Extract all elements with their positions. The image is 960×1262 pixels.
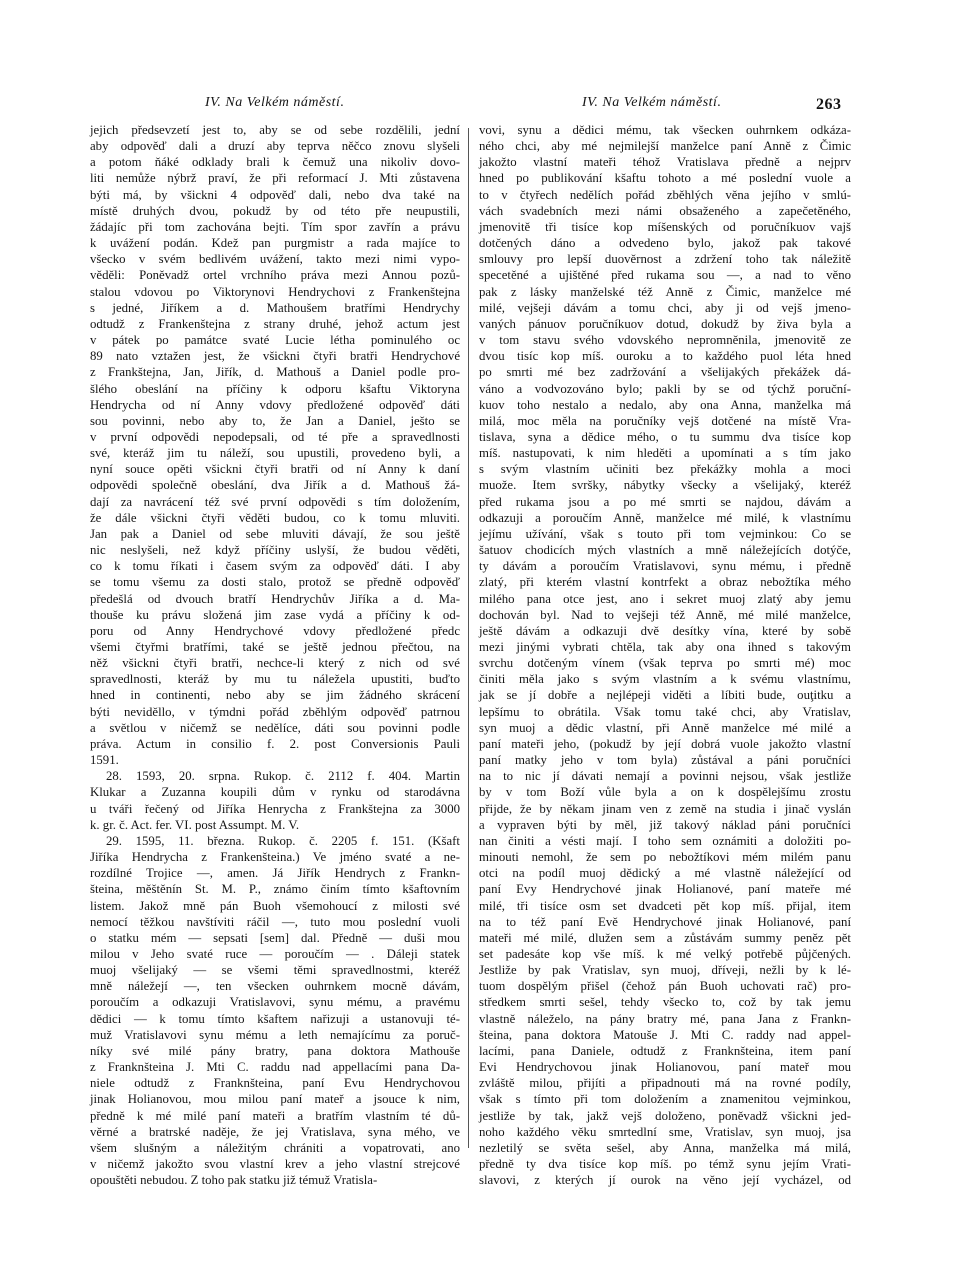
text-line: stalou vdovou po Viktorynovi Hendrychovi z Frankenštejna	[90, 284, 460, 299]
text-line: dvou tisíc kop míš. ouroku a to každého puol léta hned	[479, 349, 851, 364]
text-line: nic neslyšeli, než když příčiny uslyší, že budou věděti,	[90, 543, 460, 558]
text-line: vlastně náleželo, na pány bratry mé, pana Jana z Frankn-	[479, 1011, 851, 1026]
text-line: slavovi, z kterých jí ourok na věno její vycházel, od	[479, 1173, 851, 1188]
text-line: Klukar a Zuzanna koupili dům v rynku od starodávna	[90, 785, 460, 800]
text-line: milé, vejšeji dávám a tomu chci, aby ji od vejš jmeno-	[479, 300, 851, 315]
text-line: středkem smrti sešel, tehdy všecko to, což by tak jemu	[479, 995, 851, 1010]
text-line: jejímu užívání, však s touto při tom vejminkou: Co se	[479, 526, 851, 541]
text-line: vaných pánuov poručníkuov dotud, dokudž by živa byla a	[479, 316, 851, 331]
text-line: paní mateři jeho, (pokudž by její dobrá vuole jakožto vlastní	[479, 736, 851, 751]
text-line: muoj všelijaký — se všemi těmi spravedlnostmi, kteréž	[90, 963, 460, 978]
text-line: tuom dospělým přišel (čehož pán Buoh uchovati rač) pro-	[479, 979, 851, 994]
text-line: předešlá od dvouch bratří Hendrychův Jiříka a d. Ma-	[90, 591, 460, 606]
text-line: milou v Jeho svaté ruce — poroučím — . Dáleji statek	[90, 946, 460, 961]
text-line: listem. Jakož mně pán Buoh všemohoucí z milosti své	[90, 898, 460, 913]
text-line: před rukama jsou a po mé smrti se najdou, dávám a	[479, 494, 851, 509]
text-line: opouštěti nebudou. Z toho pak statku již témuž Vratisla-	[90, 1173, 378, 1188]
text-line: niele odtudž z Franknšteina, paní Evu Hendrychovou	[90, 1076, 460, 1091]
text-line: jestliže by tak, jakž vejš doloženo, poněvadž všickni jed-	[479, 1108, 851, 1123]
text-line: ještě dávám a odkazuji dvě desítky vína, které by sobě	[479, 623, 851, 638]
text-line: ty dávám a poroučím Vratislavovi, synu mému, i předně	[479, 559, 851, 574]
text-line: nemocí těžkou navštíviti ráčil —, tuto mou poslední vuoli	[90, 914, 460, 929]
text-line: všemi čtyřmi bratřími, také se ještě jednou přečtou, na	[90, 640, 460, 654]
text-line: z Frankštejna, Jan, Jiřík, d. Mathouš a Daniel podle pro-	[90, 365, 460, 380]
text-line: nyní souce opěti všickni čtyři bratři od ní Anny k daní	[90, 462, 460, 477]
text-line: noho každého věku smrtedlní sme, Vratislav, syn muoj, jsa	[479, 1124, 851, 1139]
text-line: 29. 1595, 11. března. Rukop. č. 2205 f. 151. (Kšaft	[106, 833, 460, 848]
page-number: 263	[816, 96, 842, 113]
text-line: váno a vodvozováno bylo; pakli by se od týchž poruční-	[479, 381, 851, 396]
text-line: paní Evy Hendrychové jinak Holianové, paní mateře mé	[479, 882, 851, 897]
text-line: jak se jí dobře a nejlépeji viděti a líbiti bude, ouţitku a	[479, 688, 851, 703]
text-line: věděli: Poněvadž ortel vrchního práva mezi Annou pozů-	[90, 268, 460, 283]
text-line: své, kteráž jim tu náleží, sou upustili, provedeno byli, a	[90, 446, 460, 461]
text-line: na to též paní Evě Hendrychové jinak Holianové, paní	[479, 914, 851, 929]
text-line: lepšímu to obrátila. Však tomu také chci, aby Vratislav,	[479, 704, 851, 719]
text-line: všecko v svém bedlivém uvážení, takto mezi nimi vypo-	[90, 252, 460, 267]
text-line: na to nic jí dávati nemají a povinni nejsou, však jestliže	[479, 769, 851, 784]
text-line: pak z lásky manželské též Anně z Čimic, manželce mé	[479, 284, 851, 299]
text-line: rozdílné Trojice —, amen. Já Jiřík Hendrych z Frankn-	[90, 866, 460, 881]
text-line: 1591.	[90, 753, 119, 768]
text-line: jejich předsevzetí jest to, aby se od sebe rozdělili, jední	[90, 123, 460, 137]
text-line: a potom ňáké odklady brali k čemuž una nikoliv dovo-	[90, 155, 460, 170]
text-line: věrné a bratrské naděje, že jej Vratislava, syna mého, ve	[90, 1124, 460, 1139]
text-line: přijde, že by někam jinam ven z země na studia i jinač vyslán	[479, 801, 851, 816]
text-line: býti neviděllo, v týmdni pořád zběhlým odpověď patrnou	[90, 704, 460, 719]
text-line: muž Vratislavovi synu mému a leth nemajícímu za poruč-	[90, 1027, 460, 1042]
text-line: muože. Item svršky, nábytky všecky a všelijaký, kteréž	[479, 478, 851, 493]
text-line: milého pana otce jest, ano i sekret muoj zlatý aby jemu	[479, 591, 851, 606]
text-line: Jestliže by pak Vratislav, syn muoj, dříveji, nežli by k lé-	[479, 963, 851, 978]
text-line: zvláště milou, přijíti a připadnouti má na rovné podíly,	[479, 1076, 851, 1091]
text-line: aby odpověď dali a druzí aby teprva něčco znovu slyšeli	[90, 139, 460, 154]
text-line: k uvážení podán. Kdež pan purgmistr a rada majíce to	[90, 236, 460, 251]
text-line: lacími, pana Daniele, odtudž z Franknšteina, item paní	[479, 1043, 851, 1058]
text-line: mateři mé milé, dlužen sem a zůstávám summy peněz pět	[479, 930, 851, 945]
text-line: Jan pak a Daniel od sebe mluviti dávají, že sou ještě	[90, 526, 460, 541]
text-line: hned po publikování kšaftu tohoto a mé poslední vuole a	[479, 171, 851, 186]
text-line: předně k mé milé paní mateři a bratřím vlastním té dů-	[90, 1108, 460, 1123]
text-line: jakožto vlastní mateři téhož Vratislava předně a nejprv	[479, 155, 851, 170]
text-line: 89 nato vztažen jest, že všickni čtyři bratři Hendrychové	[90, 349, 460, 364]
text-line: odkazuji a poroučím Anně, manželce mé milé, k vlastnímu	[479, 510, 851, 525]
text-line: všem slušným a náležitým chrániti a vopatrovati, ano	[90, 1140, 460, 1155]
text-line: dají za navrácení též své první odpovědi s tím doložením,	[90, 494, 460, 509]
text-line: Evi Hendrychovou jinak Holianovou, paní mateř mou	[479, 1060, 851, 1075]
text-line: set padesáte kop vše míš. k mé velký potřebě půjčených.	[479, 946, 851, 961]
text-line: činiti měla jako s svým vlastním a k svému vlastnímu,	[479, 672, 851, 687]
text-line: hned in continenti, nebo aby se jim žádného skrácení	[90, 688, 460, 703]
text-line: Jiříka Hendrycha z Frankenšteina.) Ve jméno svaté a ne-	[90, 850, 460, 865]
text-line: minouti nemohl, že sem po nebožtíkovi mém milém panu	[479, 850, 851, 865]
text-line: co k tomu říkati i časem svým za odpověď dáti. I aby	[90, 559, 460, 574]
text-line: milá, moc měla na poručníky vejš dotčené na místě Vra-	[479, 413, 851, 428]
running-title-right: IV. Na Velkém náměstí.	[582, 95, 722, 110]
text-line: s svým vlastním učiniti bez překážky mohla a moci	[479, 462, 851, 477]
text-line: mezi jinými vybrati chtěla, tak aby ona ihned s takovým	[479, 640, 851, 654]
text-line: jinak Holianovou, mou milou paní mateř a jsouce k nim,	[90, 1092, 460, 1107]
text-line: to v čtyřech nedělích pořád zběhlých věna jejího v smlú-	[479, 187, 851, 202]
text-line: milé, tři tisíce osm set dvadceti pět kop míš. přijal, item	[479, 898, 851, 913]
text-line: s jedné, Jiříkem a d. Mathoušem bratřími Hendrychy	[90, 300, 460, 315]
text-line: tislava, syna a dědice mého, o tu summu dva tisíce kop	[479, 429, 851, 444]
text-line: by v tom Boží vůle byla a on k dospělejšímu zrostu	[479, 785, 851, 800]
text-line: se tomu všemu za dosti stalo, protož se předně odpověď	[90, 575, 460, 590]
text-column-right	[479, 122, 851, 1188]
text-line: po smrti mé bez zadržování a všelijakých překážek dá-	[479, 365, 851, 380]
text-line: smlouvy pro lepší duověrnost a zdržení toho tak náležitě	[479, 252, 851, 267]
text-line: dochován byl. Nad to vejšeji též Anně, mé milé manželce,	[479, 607, 851, 622]
text-line: odpovědi společně obeslání, dva Jiřík a d. Mathouš žá-	[90, 478, 460, 493]
text-line: v první odpovědi nepodepsali, od té pře a spravedlnosti	[90, 429, 460, 444]
text-line: místě druhých dvou, pokudž by od této pře neupustili,	[90, 203, 460, 218]
text-line: syn muoj a dědic vlastní, při Anně manželce mé milé a	[479, 720, 851, 735]
text-line: Hendrycha od ní Anny vdovy předložené odpověď dáti	[90, 397, 460, 412]
text-line: mně náležejí —, ten všecken ouhrnkem mocně dávám,	[90, 979, 460, 994]
text-line: ného chci, aby mé nejmilejší manželce paní Anně z Čimic	[479, 139, 851, 154]
text-line: poru od Anny Hendrychové vdovy předložené předc	[90, 623, 460, 638]
text-line: šteina, pana doktora Matouše J. Mti C. raddy nad appel-	[479, 1027, 851, 1042]
text-line: kuov toho nestalo a nedalo, aby ona Anna, manželka má	[479, 397, 851, 412]
text-line: spravedlnosti, kteráž by mu tu náležela upustiti, buďto	[90, 672, 460, 687]
text-line: jmenovitě tři tisíce kop míšenských od poručníkuov vajš	[479, 219, 851, 234]
text-line: předně ty dva tisíce kop míš. po témž synu jejím Vrati-	[479, 1157, 851, 1171]
text-line: šatuov chodicích mých vlastních a mně náležejících dotýče,	[479, 543, 851, 558]
text-column-left	[90, 122, 460, 1188]
text-line: odtudž z Frankenštejna z strany druhé, jehož actum jest	[90, 316, 460, 331]
text-line: poroučím a odkazuji Vratislavovi, synu mému, a pravému	[90, 995, 460, 1010]
text-line: o statku mém — sepsati [sem] dal. Předně — duši mou	[90, 930, 460, 945]
text-line: v ničemž jakožto svou vlastní krev a jeho vlastní strejcové	[90, 1157, 460, 1171]
text-line: zlatý, při kterém vlastní kontrfekt a obraz nebožtíka mého	[479, 575, 851, 590]
text-line: v pátek po památce svaté Lucie létha pominulého oc	[90, 333, 460, 348]
text-line: a světlou v ničemž se nedělíce, dáti sou povinni podle	[90, 720, 460, 735]
text-line: specetěné a ujištěné před rukama sou —, a nad to věno	[479, 268, 851, 283]
text-line: míš. nastupovati, k nim hleděti a upomínati a s tím jako	[479, 446, 851, 461]
running-title-left: IV. Na Velkém náměstí.	[205, 95, 345, 110]
text-line: něž všickni čtyři bratři, nechce-li který z nich od své	[90, 656, 460, 671]
text-line: 28. 1593, 20. srpna. Rukop. č. 2112 f. 404. Martin	[106, 769, 460, 784]
text-line: k. gr. č. Act. fer. VI. post Assumpt. M. V.	[90, 817, 300, 832]
text-line: šlého obeslání na příčiny k odporu kšaftu Viktoryna	[90, 381, 460, 396]
text-line: v tom stavu svého vdovského nepromněnila, jmenovitě ze	[479, 333, 851, 348]
text-line: dědici — k tomu tímto kšaftem nařizuji a ustanovuji té-	[90, 1011, 460, 1026]
text-line: nan činiti a vésti mají. I toho sem oznámiti a doložiti po-	[479, 833, 851, 848]
text-line: šteina, měštěnín St. M. P., známo činím tímto kšaftovním	[90, 882, 460, 897]
text-line: svrchu dotčeným vínem (však teprva po smrti mé) moc	[479, 656, 851, 671]
text-line: liti nemůže nýbrž praví, že při reformací J. Mti zůstavena	[90, 171, 460, 186]
text-line: vách svadebních mezi námi obsaženého a zapečetěného,	[479, 203, 851, 218]
text-line: sou povinni, nebo aby to, že Jan a Daniel, ješto se	[90, 413, 460, 428]
text-line: z Franknšteina J. Mti C. raddu nad appellacími pana Da-	[90, 1060, 460, 1075]
text-line: nezletilý se světa sešel, aby Anna, manželka má milá,	[479, 1140, 851, 1155]
text-line: a vypraven býti by měl, již takový náklad páni poručníci	[479, 817, 851, 832]
text-line: otci na podíl muoj dědický a mé vlastně náležející od	[479, 866, 851, 881]
text-line: thouše ku právu složená jim zase vydá a příčiny k od-	[90, 607, 460, 622]
text-line: však s tímto při tom doložením a znamenitou vejminkou,	[479, 1092, 851, 1107]
text-line: dotčených dáno a odvedeno bylo, jakož pak takové	[479, 236, 851, 251]
text-line: býti má, by všickni 4 odpověď dali, nebo dva také na	[90, 187, 460, 202]
text-line: žádajíc při tom zachována bejti. Tím spor zavřín a právu	[90, 219, 460, 234]
column-divider	[468, 128, 469, 1148]
text-line: u tváři řečený od Jiříka Henrycha z Frankštejna za 3000	[90, 801, 460, 816]
text-line: paní matky jeho v tom byla) zůstával a páni poručníci	[479, 753, 851, 768]
text-line: vovi, synu a dědici mému, tak všecken ouhrnkem odkáza-	[479, 123, 851, 137]
text-line: práva. Actum in consilio f. 2. post Conversionis Pauli	[90, 736, 460, 751]
text-line: níky své milé pány bratry, pana doktora Mathouše	[90, 1043, 460, 1058]
text-line: že dále všickni čtyři věděti budou, co k tomu mluviti.	[90, 510, 460, 525]
